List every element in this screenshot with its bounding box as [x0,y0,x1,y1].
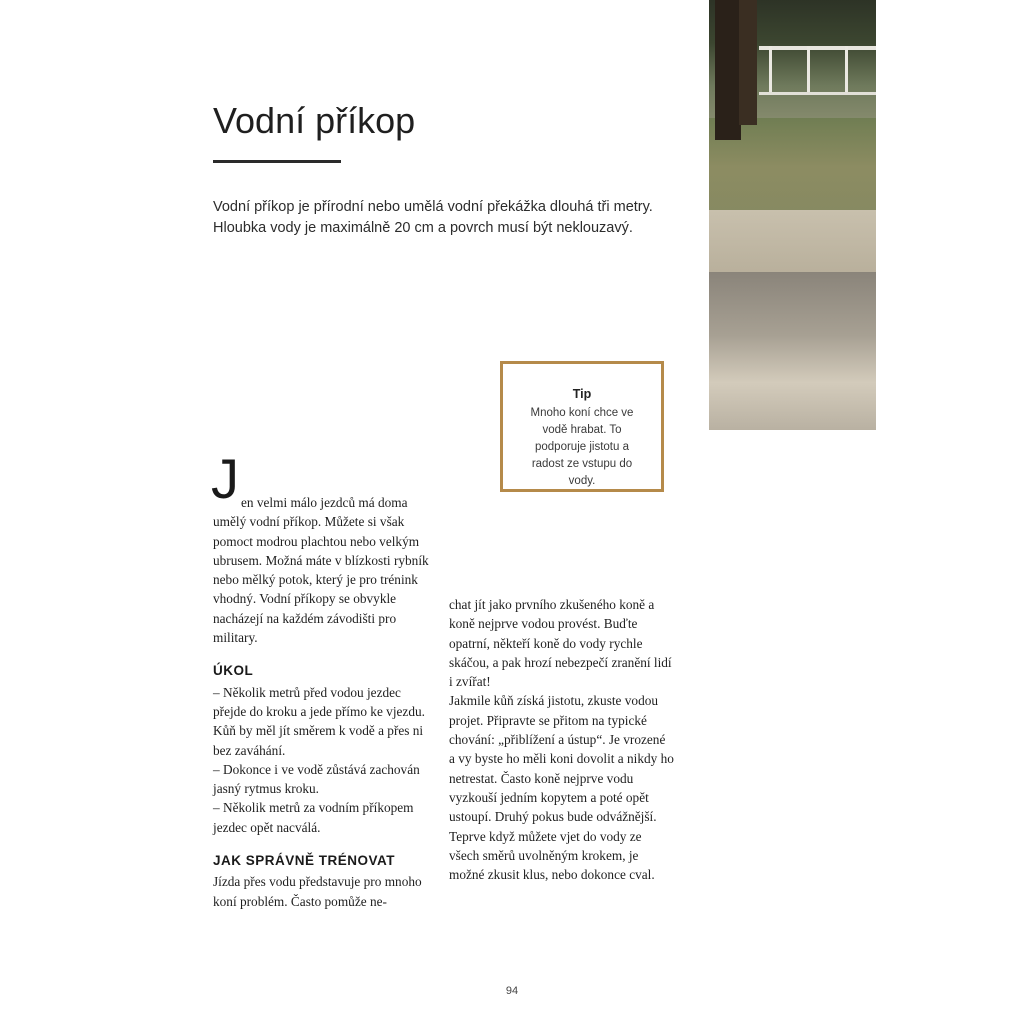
tip-title: Tip [572,387,592,401]
intro-paragraph: Vodní příkop je přírodní nebo umělá vodní překážka dlouhá tři metry. Hloubka vody je maximálně 20 cm a povrch musí být neklouzavý. [213,199,653,236]
text-column-left [211,447,433,911]
body-paragraph: chat jít jako prvního zkušeného koně a koně nejprve vodou provést. Buďte opatrní, někteří koně do vody rychle skáčou, a pak hrozí nebezpečí zranění lidí i zvířat! [449,597,672,690]
title-underline [213,160,341,163]
page-title: Vodní příkop [213,100,416,141]
photo-track [709,210,876,272]
drop-cap: J [211,447,239,510]
photo-tree-trunk [739,0,757,125]
photo-fence [759,46,876,95]
lead-paragraph: en velmi málo jezdců má doma umělý vodní příkop. Můžete si však pomoct modrou plachtou nebo velkým ubrusem. Možná máte v blízkosti rybník nebo mělký potok, který je pro trénink vhodný. Vodní příkopy se obvykle nacházejí na každém závodišti pro military. [213,495,429,646]
ukol-heading: ÚKOL [213,663,254,679]
body-paragraph: Teprve když můžete vjet do vody ze všech směrů uvolněným krokem, je možné zkusit klus, nebo dokonce cval. [449,828,655,883]
ukol-item: – Několik metrů před vodou jezdec přejde do kroku a jede přímo ke vjezdu. Kůň by měl jít směrem k vodě a přes ni bez zaváhání. [213,684,425,758]
text-column-right [449,595,674,884]
tip-text: Mnoho koní chce ve vodě hrabat. To podporuje jistotu a radost ze vstupu do vody. [530,407,634,487]
page-number: 94 [505,985,519,997]
training-heading: JAK SPRÁVNĚ TRÉNOVAT [213,853,396,869]
photo-tree-trunk [715,0,741,140]
ukol-item: – Několik metrů za vodním příkopem jezdec opět nacválá. [213,800,414,835]
body-paragraph: Jakmile kůň získá jistotu, zkuste vodou projet. Připravte se přitom na typické chování: „přiblížení a ústup“. Je vrozené a vy byste ho měli koni dovolit a nikdy ho netrestat. Často koně nejprve vodu vyzkouší jedním kopytem a poté opět ustoupí. Druhý pokus bude odvážnější. [449,693,674,825]
tip-box [500,361,664,492]
horse-water-photo [709,0,876,430]
photo-water [709,272,876,430]
ukol-item: – Dokonce i ve vodě zůstává zachován jasný rytmus kroku. [213,761,420,797]
training-paragraph: Jízda přes vodu představuje pro mnoho koní problém. Často pomůže ne- [213,874,422,909]
